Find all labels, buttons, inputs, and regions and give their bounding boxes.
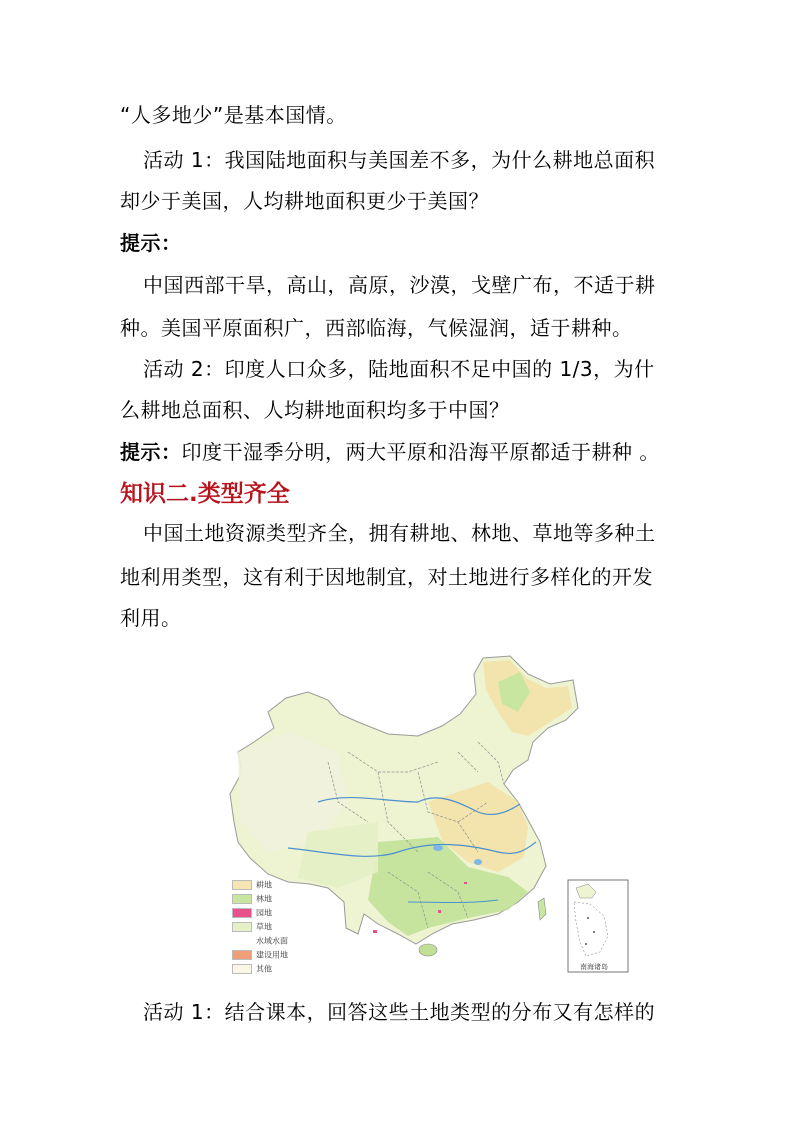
land-use-map <box>228 652 633 977</box>
legend-built-up: 建设用地 <box>232 950 288 961</box>
land-types-text-line-1: 中国土地资源类型齐全，拥有耕地、林地、草地等多种土 <box>143 521 656 545</box>
land-types-text-line-3: 利用。 <box>120 606 182 630</box>
china-map-graphic <box>228 652 633 977</box>
land-types-text-line-2: 地利用类型，这有利于因地制宜，对土地进行多样化的开发 <box>120 565 653 589</box>
hint-1-text-line-2: 种。美国平原面积广，西部临海，气候湿润，适于耕种。 <box>120 316 633 340</box>
legend-forest: 林地 <box>232 894 272 905</box>
paragraph-basic-condition: “人多地少”是基本国情。 <box>120 103 347 127</box>
hint-2 <box>120 440 660 464</box>
activity-1-question: 活动 1：结合课本，回答这些土地类型的分布又有怎样的 <box>143 1000 656 1024</box>
south-china-sea-inset <box>568 880 628 972</box>
hint-2-text: 印度干湿季分明，两大平原和沿海平原都适于耕种 。 <box>181 440 660 464</box>
activity-2-question-line-2: 么耕地总面积、人均耕地面积均多于中国？ <box>120 398 510 422</box>
activity-2-question-line-1: 活动 2：印度人口众多，陆地面积不足中国的 1/3，为什 <box>143 357 655 381</box>
hint-2-label: 提示： <box>120 440 182 464</box>
activity-1-question-line-2: 却少于美国，人均耕地面积更少于美国？ <box>120 189 489 213</box>
section-heading: 知识二.类型齐全 <box>120 481 290 507</box>
legend-water: 水域水面 <box>232 936 288 947</box>
activity-1-question-line-1: 活动 1：我国陆地面积与美国差不多，为什么耕地总面积 <box>143 148 656 172</box>
legend-grassland: 草地 <box>232 922 272 933</box>
legend-other: 其他 <box>232 964 272 975</box>
legend-orchard: 园地 <box>232 908 272 919</box>
inset-label: 南海诸岛 <box>580 963 608 971</box>
hint-1-text-line-1: 中国西部干旱，高山，高原，沙漠，戈壁广布，不适于耕 <box>143 273 656 297</box>
legend-cropland: 耕地 <box>232 880 272 891</box>
hint-1-label: 提示： <box>120 231 182 255</box>
